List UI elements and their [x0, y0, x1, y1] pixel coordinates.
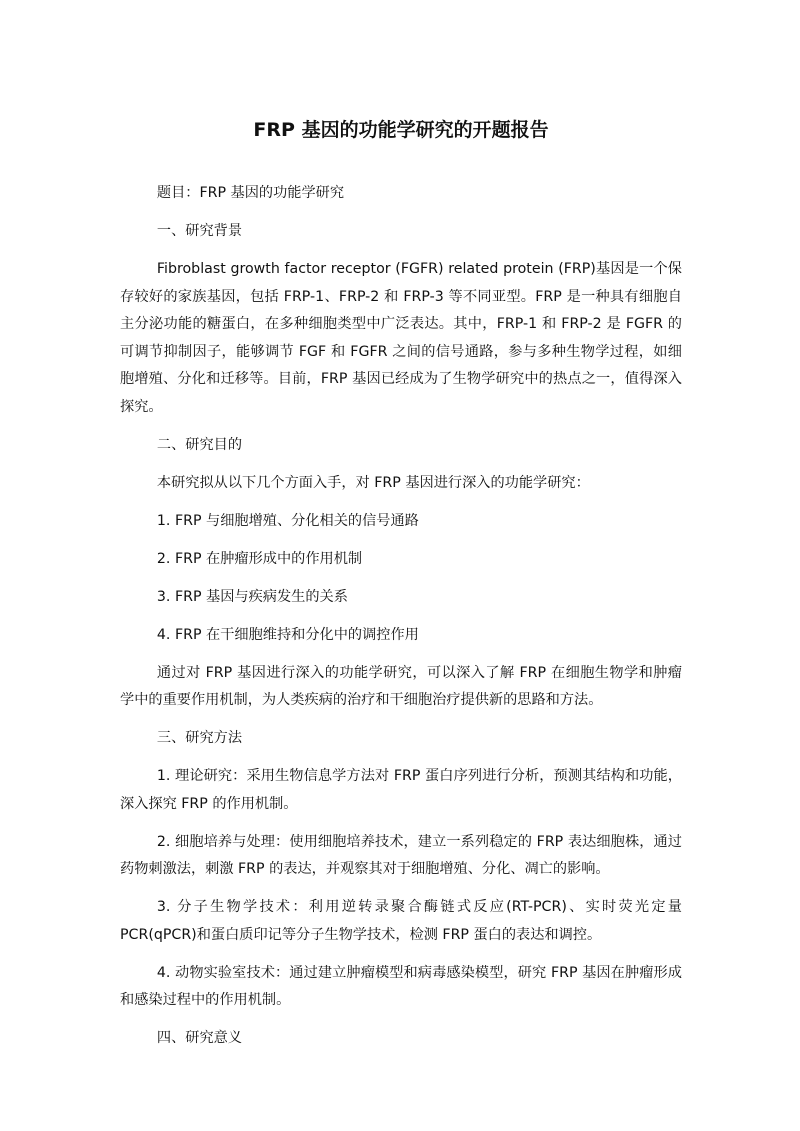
topic-line: 题目：FRP 基因的功能学研究	[156, 185, 345, 201]
purpose-summary: 通过对 FRP 基因进行深入的功能学研究，可以深入了解 FRP 在细胞生物学和肿瘤学中的重要作用机制，为人类疾病的治疗和干细胞治疗提供新的思路和方法。	[120, 664, 682, 708]
method-item: 4. 动物实验室技术：通过建立肿瘤模型和病毒感染模型，研究 FRP 基因在肿瘤形成和感染过程中的作用机制。	[120, 964, 682, 1008]
purpose-item: 2. FRP 在肿瘤形成中的作用机制	[156, 550, 363, 567]
section-heading-background: 一、研究背景	[156, 223, 243, 239]
purpose-intro: 本研究拟从以下几个方面入手，对 FRP 基因进行深入的功能学研究：	[156, 474, 590, 491]
purpose-item: 1. FRP 与细胞增殖、分化相关的信号通路	[156, 512, 419, 529]
purpose-item: 3. FRP 基因与疾病发生的关系	[156, 588, 348, 605]
background-paragraph: Fibroblast growth factor receptor (FGFR) related protein (FRP)基因是一个保存较好的家族基因，包括 FRP-1、FRP-2 和 FRP-3 等不同亚型。FRP 是一种具有细胞自主分泌功能的糖蛋白，在多种细胞类型中广泛表达。其中，FRP-1 和 FRP-2 是 FGFR 的可调节抑制因子，能够调节 FGF 和 FGFR 之间的信号通路，参与多种生物学过程，如细胞增殖、分化和迁移等。目前，FRP 基因已经成为了生物学研究中的热点之一，值得深入探究。	[120, 261, 682, 415]
document-title: FRP 基因的功能学研究的开题报告	[253, 119, 549, 141]
document-page	[120, 116, 682, 1063]
method-item: 2. 细胞培养与处理：使用细胞培养技术，建立一系列稳定的 FRP 表达细胞株，通过药物刺激法，刺激 FRP 的表达，并观察其对于细胞增殖、分化、凋亡的影响。	[120, 833, 682, 877]
section-heading-purpose: 二、研究目的	[156, 436, 243, 453]
purpose-item: 4. FRP 在干细胞维持和分化中的调控作用	[156, 626, 419, 643]
method-item: 1. 理论研究：采用生物信息学方法对 FRP 蛋白序列进行分析，预测其结构和功能，深入探究 FRP 的作用机制。	[120, 768, 682, 812]
section-heading-significance: 四、研究意义	[156, 1030, 243, 1046]
section-heading-methods: 三、研究方法	[156, 730, 243, 746]
method-item: 3. 分子生物学技术：利用逆转录聚合酶链式反应(RT-PCR)、实时荧光定量 PCR(qPCR)和蛋白质印记等分子生物学技术，检测 FRP 蛋白的表达和调控。	[120, 899, 682, 943]
